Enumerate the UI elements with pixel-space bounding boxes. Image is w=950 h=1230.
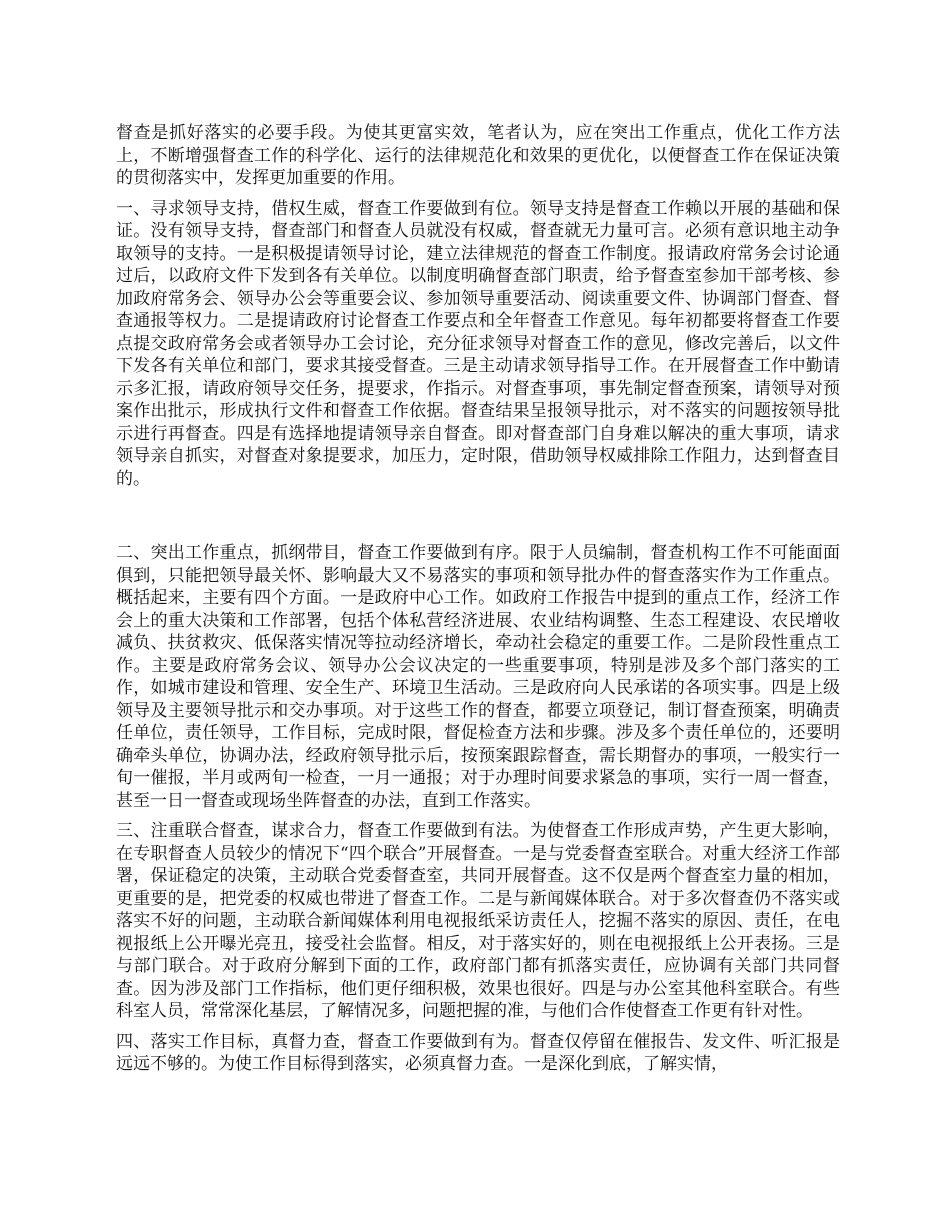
document-body bbox=[116, 122, 840, 1084]
paragraph-section-2: 二、突出工作重点，抓纲带目，督查工作要做到有序。限于人员编制，督查机构工作不可能面面俱到，只能把领导最关怀、影响最大又不易落实的事项和领导批办件的督查落实作为工作重点。概括起来，主要有四个方面。一是政府中心工作。如政府工作报告中提到的重点工作，经济工作会上的重大决策和工作部署，包括个体私营经济进展、农业结构调整、生态工程建设、农民增收减负、扶贫救灾、低保落实情况等拉动经济增长，牵动社会稳定的重要工作。二是阶段性重点工作。主要是政府常务会议、领导办公会议决定的一些重要事项，特别是涉及多个部门落实的工作，如城市建设和管理、安全生产、环境卫生活动。三是政府向人民承诺的各项实事。四是上级领导及主要领导批示和交办事项。对于这些工作的督查，都要立项登记，制订督查预案，明确责任单位，责任领导，工作目标，完成时限，督促检查方法和步骤。涉及多个责任单位的，还要明确牵头单位，协调办法，经政府领导批示后，按预案跟踪督查，需长期督办的事项，一般实行一旬一催报，半月或两旬一检查，一月一通报；对于办理时间要求紧急的事项，实行一周一督查，甚至一日一督查或现场坐阵督查的办法，直到工作落实。 bbox=[116, 543, 840, 811]
paragraph-section-1: 一、寻求领导支持，借权生威，督查工作要做到有位。领导支持是督查工作赖以开展的基础和保证。没有领导支持，督查部门和督查人员就没有权威，督查就无力量可言。必须有意识地主动争取领导的支持。一是积极提请领导讨论，建立法律规范的督查工作制度。报请政府常务会讨论通过后，以政府文件下发到各有关单位。以制度明确督查部门职责，给予督查室参加干部考核、参加政府常务会、领导办公会等重要会议、参加领导重要活动、阅读重要文件、协调部门督查、督查通报等权力。二是提请政府讨论督查工作要点和全年督查工作意见。每年初都要将督查工作要点提交政府常务会或者领导办工会讨论，充分征求领导对督查工作的意见，修改完善后，以文件下发各有关单位和部门，要求其接受督查。三是主动请求领导指导工作。在开展督查工作中勤请示多汇报，请政府领导交任务，提要求，作指示。对督查事项，事先制定督查预案，请领导对预案作出批示，形成执行文件和督查工作依据。督查结果呈报领导批示，对不落实的问题按领导批示进行再督查。四是有选择地提请领导亲自督查。即对督查部门自身难以解决的重大事项，请求领导亲自抓实，对督查对象提要求，加压力，定时限，借助领导权威排除工作阻力，达到督查目的。 bbox=[116, 198, 840, 489]
paragraph-section-4: 四、落实工作目标，真督力查，督查工作要做到有为。督查仅停留在催报告、发文件、听汇报是远远不够的。为使工作目标得到落实，必须真督力查。一是深化到底，了解实情， bbox=[116, 1031, 840, 1074]
paragraph-intro: 督查是抓好落实的必要手段。为使其更富实效，笔者认为，应在突出工作重点，优化工作方法上，不断增强督查工作的科学化、运行的法律规范化和效果的更优化，以便督查工作在保证决策的贯彻落实中，发挥更加重要的作用。 bbox=[116, 123, 840, 188]
paragraph-section-3: 三、注重联合督查，谋求合力，督查工作要做到有法。为使督查工作形成声势，产生更大影响，在专职督查人员较少的情况下“四个联合”开展督查。一是与党委督查室联合。对重大经济工作部署，保证稳定的决策，主动联合党委督查室，共同开展督查。这不仅是两个督查室力量的相加，更重要的是，把党委的权威也带进了督查工作。二是与新闻媒体联合。对于多次督查仍不落实或落实不好的问题，主动联合新闻媒体利用电视报纸采访责任人，挖掘不落实的原因、责任，在电视报纸上公开曝光亮丑，接受社会监督。相反，对于落实好的，则在电视报纸上公开表扬。三是与部门联合。对于政府分解到下面的工作，政府部门都有抓落实责任，应协调有关部门共同督查。因为涉及部门工作指标，他们更仔细积极，效果也很好。四是与办公室其他科室联合。有些科室人员，常常深化基层，了解情况多，问题把握的准，与他们合作使督查工作更有针对性。 bbox=[116, 821, 840, 1021]
